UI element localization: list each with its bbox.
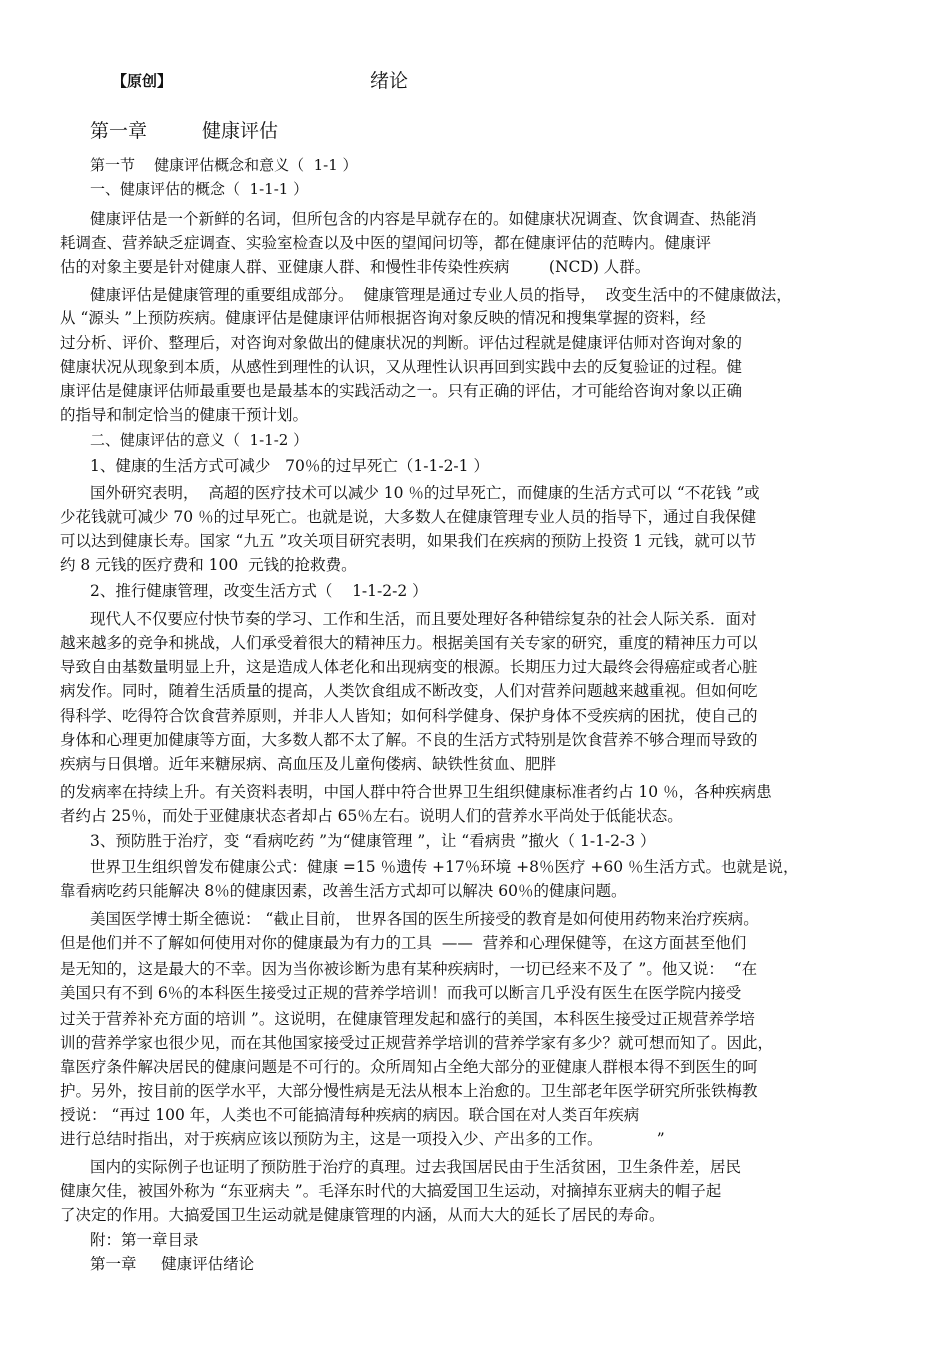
- point-heading: 2、推行健康管理，改变生活方式（ 1-1-2-2 ）: [90, 582, 428, 600]
- paragraph-line: 了决定的作用。大搞爱国卫生运动就是健康管理的内涵，从而大大的延长了居民的寿命。: [60, 1206, 665, 1224]
- paragraph-line: 过关于营养补充方面的培训 ”。这说明，在健康管理发起和盛行的美国，本科医生接受过正规营养学培: [60, 1010, 755, 1028]
- paragraph-line: 约 8 元钱的医疗费和 100 元钱的抢救费。: [60, 556, 357, 574]
- document-title: 绪论: [370, 70, 409, 92]
- paragraph-line: 从 “源头 ”上预防疾病。健康评估是健康评估师根据咨询对象反映的情况和搜集掌握的资料，经: [60, 309, 706, 327]
- paragraph-line: 得科学、吃得符合饮食营养原则，并非人人皆知；如何科学健身、保护身体不受疾病的困扰，使自己的: [60, 707, 758, 725]
- paragraph-line: 国外研究表明， 高超的医疗技术可以减少 10 ％的过早死亡，而健康的生活方式可以 “不花钱 ”或: [90, 484, 760, 502]
- paragraph-line: 康评估是健康评估师最重要也是最基本的实践活动之一。只有正确的评估，才可能给咨询对象以正确: [60, 382, 743, 400]
- paragraph-line: 训的营养学家也很少见，而在其他国家接受过正规营养学培训的营养学家有多少？就可想而知了。因此，: [60, 1034, 774, 1052]
- paragraph-line: 过分析、评价、整理后，对咨询对象做出的健康状况的判断。评估过程就是健康评估师对咨询对象的: [60, 334, 743, 352]
- subsection-heading: 一、健康评估的概念（ 1-1-1 ）: [90, 180, 309, 198]
- paragraph-line: 但是他们并不了解如何使用对你的健康最为有力的工具 —— 营养和心理保健等，在这方面甚至他们: [60, 934, 747, 952]
- paragraph-line: 疾病与日俱增。近年来糖尿病、高血压及儿童佝偻病、缺铁性贫血、肥胖: [60, 755, 557, 773]
- subsection-heading: 二、健康评估的意义（ 1-1-2 ）: [90, 431, 309, 449]
- paragraph-line: 病发作。同时，随着生活质量的提高，人类饮食组成不断改变，人们对营养问题越来越重视。但如何吃: [60, 682, 758, 700]
- paragraph-line: 靠医疗条件解决居民的健康问题是不可行的。众所周知占全绝大部分的亚健康人群根本得不到医生的呵: [60, 1058, 758, 1076]
- paragraph-line: 健康评估是健康管理的重要组成部分。 健康管理是通过专业人员的指导， 改变生活中的不健康做法，: [90, 286, 792, 304]
- paragraph-line: 身体和心理更加健康等方面，大多数人都不太了解。不良的生活方式特别是饮食营养不够合理而导致的: [60, 731, 758, 749]
- chapter-name: 健康评估: [202, 120, 279, 142]
- paragraph-line: 者约占 25％，而处于亚健康状态者却占 65％左右。说明人们的营养水平尚处于低能状态。: [60, 807, 683, 825]
- paragraph-line: 少花钱就可减少 70 ％的过早死亡。也就是说，大多数人在健康管理专业人员的指导下，通过自我保健: [60, 508, 757, 526]
- original-tag: 【原创】: [112, 72, 173, 90]
- paragraph-line: 的发病率在持续上升。有关资料表明，中国人群中符合世界卫生组织健康标准者约占 10 ％，各种疾病患: [60, 783, 772, 801]
- paragraph-line: 健康状况从现象到本质，从感性到理性的认识，又从理性认识再回到实践中去的反复验证的过程。健: [60, 358, 743, 376]
- paragraph-line: 是无知的，这是最大的不幸。因为当你被诊断为患有某种疾病时，一切已经来不及了 ”。他又说： “在: [60, 960, 758, 978]
- paragraph-line: 进行总结时指出，对于疾病应该以预防为主，这是一项投入少、产出多的工作。 ”: [60, 1130, 665, 1148]
- paragraph-line: 世界卫生组织曾发布健康公式：健康 =15 ％遗传 +17％环境 +8％医疗 +60 ％生活方式。也就是说，: [90, 858, 799, 876]
- paragraph-line: 估的对象主要是针对健康人群、亚健康人群、和慢性非传染性疾病 (NCD) 人群。: [60, 258, 651, 276]
- paragraph-line: 现代人不仅要应付快节奏的学习、工作和生活，而且要处理好各种错综复杂的社会人际关系．面对: [90, 610, 757, 628]
- paragraph-line: 健康欠佳，被国外称为 “东亚病夫 ”。毛泽东时代的大搞爱国卫生运动，对摘掉东亚病夫的帽子起: [60, 1182, 722, 1200]
- paragraph-line: 导致自由基数量明显上升，这是造成人体老化和出现病变的根源。长期压力过大最终会得癌症或者心脏: [60, 658, 758, 676]
- paragraph-line: 健康评估是一个新鲜的名词，但所包含的内容是早就存在的。如健康状况调查、饮食调查、热能消: [90, 210, 757, 228]
- paragraph-line: 护。另外，按目前的医学水平，大部分慢性病是无法从根本上治愈的。卫生部老年医学研究所张铁梅教: [60, 1082, 758, 1100]
- appendix-label: 附：第一章目录: [90, 1231, 199, 1249]
- paragraph-line: 越来越多的竞争和挑战，人们承受着很大的精神压力。根据美国有关专家的研究，重度的精神压力可以: [60, 634, 758, 652]
- section-heading: 第一节 健康评估概念和意义（ 1-1 ）: [90, 156, 358, 174]
- paragraph-line: 美国医学博士斯全德说： “截止目前， 世界各国的医生所接受的教育是如何使用药物来治疗疾病。: [90, 910, 759, 928]
- paragraph-line: 耗调查、营养缺乏症调查、实验室检查以及中医的望闻问切等，都在健康评估的范畴内。健康评: [60, 234, 712, 252]
- paragraph-line: 国内的实际例子也证明了预防胜于治疗的真理。过去我国居民由于生活贫困，卫生条件差，居民: [90, 1158, 742, 1176]
- point-heading: 3、预防胜于治疗，变 “看病吃药 ”为“健康管理 ”，让 “看病贵 ”撤火（ 1-1-2-3 ）: [90, 832, 656, 850]
- point-heading: 1、健康的生活方式可减少 70％的过早死亡（1-1-2-1 ）: [90, 457, 489, 475]
- paragraph-line: 的指导和制定恰当的健康干预计划。: [60, 406, 309, 424]
- paragraph-line: 靠看病吃药只能解决 8％的健康因素，改善生活方式却可以解决 60％的健康问题。: [60, 882, 627, 900]
- paragraph-line: 授说： “再过 100 年，人类也不可能搞清每种疾病的病因。联合国在对人类百年疾病: [60, 1106, 640, 1124]
- paragraph-line: 可以达到健康长寿。国家 “九五 ”攻关项目研究表明，如果我们在疾病的预防上投资 1 元钱，就可以节: [60, 532, 757, 550]
- chapter-label: 第一章: [90, 120, 148, 142]
- appendix-chapter: 第一章 健康评估绪论: [90, 1255, 255, 1273]
- paragraph-line: 美国只有不到 6％的本科医生接受过正规的营养学培训！而我可以断言几乎没有医生在医学院内接受: [60, 984, 742, 1002]
